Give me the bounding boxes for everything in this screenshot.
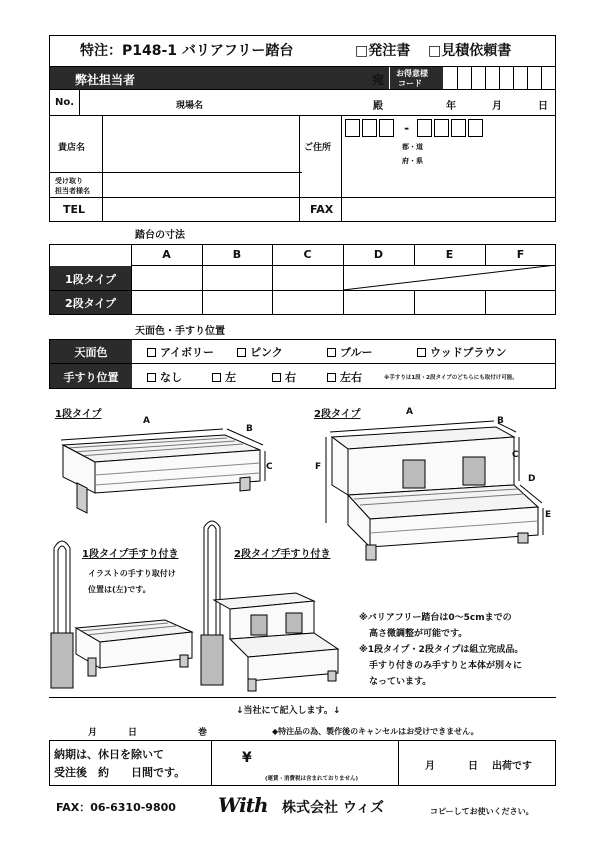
color-option-wood-brown[interactable]: ウッドブラウン [417, 344, 506, 360]
dim-b-one-step: B [246, 424, 253, 434]
col-header-c: C [303, 248, 312, 261]
order-checkbox[interactable]: □発注書 [355, 43, 411, 59]
office-month-label: 月 [88, 728, 98, 738]
company-logo: With [218, 793, 268, 817]
color-section-title: 天面色・手すり位置 [135, 326, 225, 337]
color-option-pink[interactable]: ピンク [237, 344, 283, 360]
col-header-e: E [445, 248, 454, 261]
dim-c-one-step: C [266, 462, 273, 472]
dim-c-two-step: C [512, 450, 519, 460]
prefecture-label-2: 府・県 [402, 157, 423, 165]
dim-b-two-step: B [497, 416, 504, 426]
office-fill-notice: ↓当社にて記入します。↓ [236, 706, 341, 716]
dim-f-two-step: F [315, 462, 322, 472]
cancel-notice: ◆特注品の為、製作後のキャンセルはお受けできません。 [272, 727, 479, 736]
row-two-step-label: 2段タイプ [64, 297, 117, 310]
staff-label: 弊社担当者 [75, 73, 136, 87]
note-assembled-3: なっています。 [369, 677, 432, 687]
month-label: 月 [492, 101, 502, 112]
tel-field[interactable] [104, 199, 298, 220]
delivery-note-2: 受注後 約 日間です。 [54, 766, 186, 779]
copy-note: コピーしてお使いください。 [430, 807, 534, 816]
site-honorific: 殿 [373, 101, 383, 112]
year-label: 年 [446, 101, 456, 112]
col-header-d: D [373, 248, 384, 261]
estimate-checkbox[interactable]: □見積依頼書 [428, 43, 512, 59]
ship-month: 月 [425, 761, 435, 772]
site-name-label: 現場名 [176, 101, 204, 111]
fax-field[interactable] [343, 199, 554, 220]
col-header-b: B [232, 248, 242, 261]
company-name: 株式会社 ウィズ [282, 800, 385, 816]
one-step-rail-title: 1段タイプ手すり付き [82, 549, 179, 560]
prefecture-label: 都・道 [402, 143, 423, 151]
ship-label: 出荷です [492, 761, 532, 772]
handrail-option-right[interactable]: 右 [272, 369, 296, 385]
color-option-blue[interactable]: ブルー [327, 344, 373, 360]
note-assembled-2: 手すり付きのみ手すりと本体が別々に [369, 661, 523, 671]
ship-day: 日 [468, 761, 478, 772]
price-note: (運賃・消費税は含まれておりません) [265, 776, 359, 782]
dimensions-title: 踏台の寸法 [135, 230, 185, 241]
two-step-illustration-title: 2段タイプ [314, 409, 361, 420]
office-day-label: 日 [128, 728, 138, 738]
rail-position-note-1: イラストの手すり取付け [88, 569, 176, 578]
handrail-option-left[interactable]: 左 [212, 369, 236, 385]
fax-label: FAX [310, 203, 334, 216]
handrail-label: 手すり位置 [63, 371, 119, 384]
handrail-option-both[interactable]: 左右 [327, 369, 362, 385]
delivery-note-1: 納期は、休日を除いて [54, 748, 164, 761]
rail-position-note-2: 位置は(左)です。 [88, 585, 151, 594]
one-step-illustration-title: 1段タイプ [55, 409, 102, 420]
col-header-f: F [516, 248, 525, 261]
zip-code-boxes[interactable]: - [345, 119, 485, 141]
handrail-note: ※手すりは1段・2段タイプのどちらにも取付け可能。 [384, 375, 518, 381]
d-e-f-not-applicable-slash [343, 265, 556, 290]
shop-name-label: 貴店名 [58, 143, 86, 153]
one-step-rail-illustration [40, 528, 200, 698]
office-number-label: 巻 [198, 728, 208, 738]
to-suffix: 宛 [372, 73, 385, 87]
dim-e-two-step: E [545, 510, 552, 520]
address-label: ご住所 [304, 143, 332, 153]
row-one-step-label: 1段タイプ [64, 273, 117, 286]
receiver-label: 受け取り [55, 177, 83, 185]
two-step-rail-title: 2段タイプ手すり付き [234, 549, 331, 560]
form-title: 特注：P148-1 バリアフリー踏台 [80, 43, 294, 59]
two-step-rail-illustration [196, 515, 356, 695]
price-yen: ¥ [242, 750, 252, 766]
dim-a-two-step: A [406, 407, 413, 417]
dim-a-one-step: A [143, 416, 150, 426]
no-label: No. [55, 97, 75, 108]
col-header-a: A [162, 248, 171, 261]
top-color-label: 天面色 [74, 346, 108, 359]
dim-d-two-step: D [528, 474, 536, 484]
receiver-field[interactable] [104, 174, 298, 196]
customer-code-boxes[interactable] [443, 67, 555, 89]
tel-label: TEL [63, 203, 86, 216]
shop-name-field[interactable] [104, 117, 298, 171]
handrail-option-none[interactable]: なし [147, 369, 182, 385]
day-label: 日 [538, 101, 548, 112]
note-assembled: ※1段タイプ・2段タイプは組立完成品。 [359, 645, 524, 655]
footer-fax: FAX：06-6310-9800 [56, 801, 176, 814]
note-height-adjust-2: 高さ微調整が可能です。 [369, 629, 468, 639]
color-option-ivory[interactable]: アイボリー [147, 344, 214, 360]
note-height-adjust: ※バリアフリー踏台は0～5cmまでの [359, 613, 512, 623]
